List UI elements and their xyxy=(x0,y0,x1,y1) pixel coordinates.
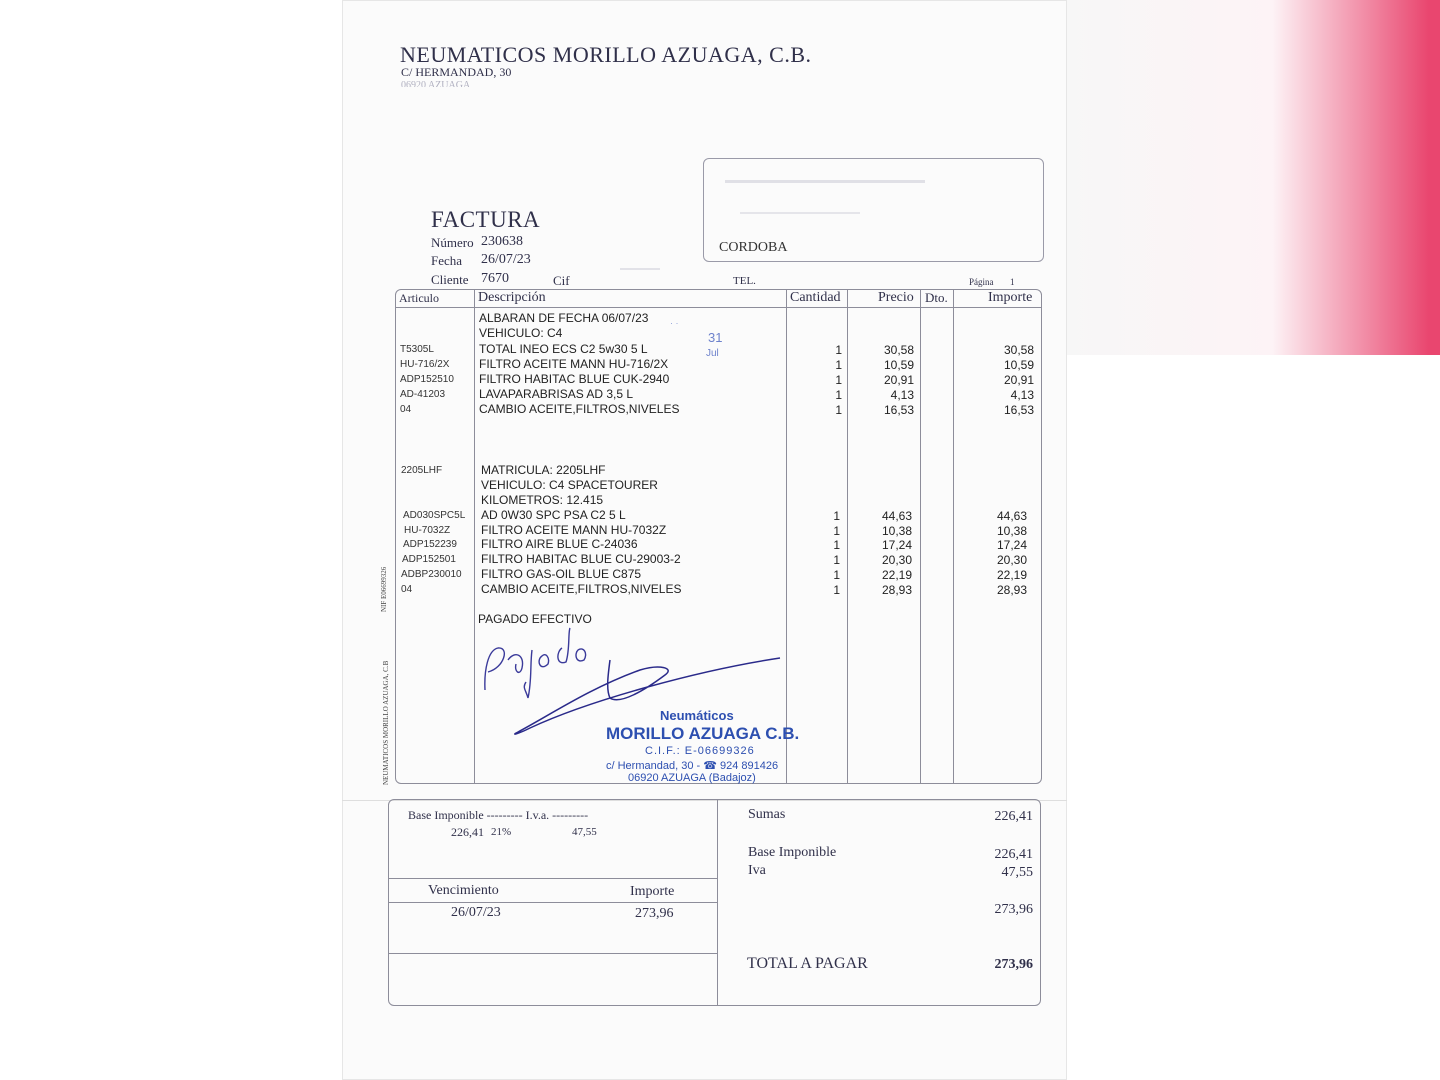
note-line: ALBARAN DE FECHA 06/07/23 xyxy=(479,311,649,325)
row-line xyxy=(388,878,717,879)
row-qty: 1 xyxy=(833,538,840,552)
pagina-label: Página xyxy=(969,277,994,287)
row-code: ADP152510 xyxy=(400,374,454,385)
company-address-cut: 06920 AZUAGA xyxy=(401,80,471,87)
row-total: 22,19 xyxy=(996,568,1027,582)
row-total: 10,59 xyxy=(1003,358,1034,372)
redacted-line xyxy=(725,180,925,183)
stamp-line: C.I.F.: E-06699326 xyxy=(645,745,755,757)
plate-code: 2205LHF xyxy=(401,465,443,476)
row-price: 4,13 xyxy=(890,388,914,402)
tax-header: Base Imponible --------- I.v.a. --------- xyxy=(408,808,589,822)
sumas-label: Sumas xyxy=(748,807,786,822)
pagina-value: 1 xyxy=(1010,277,1015,287)
row-desc: LAVAPARABRISAS AD 3,5 L xyxy=(479,387,634,401)
iva-value: 47,55 xyxy=(1001,865,1033,880)
total-label: TOTAL A PAGAR xyxy=(747,955,868,972)
row-total: 10,38 xyxy=(996,524,1027,538)
totals-divider xyxy=(717,799,718,1005)
column-divider xyxy=(920,289,921,783)
note-line: VEHICULO: C4 SPACETOURER xyxy=(481,478,658,492)
client-city: CORDOBA xyxy=(719,240,788,255)
tel-label: TEL. xyxy=(733,275,756,287)
importe-label: Importe xyxy=(630,884,675,899)
row-line xyxy=(388,953,717,954)
fecha-label: Fecha xyxy=(431,253,463,268)
header-descripcion: Descripción xyxy=(478,290,546,305)
side-company: NEUMATICOS MORILLO AZUAGA, C.B xyxy=(382,660,390,785)
row-qty: 1 xyxy=(835,358,842,372)
tax-base: 226,41 xyxy=(451,825,484,839)
row-desc: FILTRO ACEITE MANN HU-716/2X xyxy=(479,357,669,371)
row-qty: 1 xyxy=(833,509,840,523)
base-value: 226,41 xyxy=(994,847,1033,862)
iva-label: Iva xyxy=(748,863,766,878)
row-total: 28,93 xyxy=(996,583,1027,597)
row-qty: 1 xyxy=(835,343,842,357)
row-qty: 1 xyxy=(835,403,842,417)
side-nif: NIF E06699326 xyxy=(380,566,388,612)
row-code: 04 xyxy=(401,584,413,595)
row-code: AD-41203 xyxy=(400,389,446,400)
numero-value: 230638 xyxy=(481,234,523,249)
row-desc: FILTRO AIRE BLUE C-24036 xyxy=(481,537,638,551)
vencimiento-date: 26/07/23 xyxy=(451,905,501,920)
payment-note: PAGADO EFECTIVO xyxy=(478,612,592,626)
total-value: 273,96 xyxy=(994,957,1033,972)
row-code: HU-7032Z xyxy=(404,525,451,536)
redacted-line xyxy=(620,268,660,270)
row-total: 17,24 xyxy=(996,538,1027,552)
row-qty: 1 xyxy=(835,388,842,402)
cif-label: Cif xyxy=(553,273,570,288)
row-qty: 1 xyxy=(833,568,840,582)
row-total: 16,53 xyxy=(1003,403,1034,417)
row-code: ADBP230010 xyxy=(401,569,462,580)
row-desc: AD 0W30 SPC PSA C2 5 L xyxy=(481,508,626,522)
header-importe: Importe xyxy=(988,290,1033,305)
row-price: 44,63 xyxy=(881,509,912,523)
row-code: 04 xyxy=(400,404,412,415)
row-price: 10,59 xyxy=(883,358,914,372)
row-price: 17,24 xyxy=(881,538,912,552)
column-divider xyxy=(847,289,848,783)
row-total: 20,91 xyxy=(1003,373,1034,387)
row-desc: FILTRO HABITAC BLUE CUK-2940 xyxy=(479,372,670,386)
stamp-line: 06920 AZUAGA (Badajoz) xyxy=(628,772,756,784)
note-line: KILOMETROS: 12.415 xyxy=(481,493,604,507)
stamp-line: MORILLO AZUAGA C.B. xyxy=(606,724,800,743)
row-desc: TOTAL INEO ECS C2 5w30 5 L xyxy=(479,342,648,356)
header-precio: Precio xyxy=(878,290,914,305)
row-price: 20,30 xyxy=(881,553,912,567)
row-price: 20,91 xyxy=(883,373,914,387)
row-desc: FILTRO HABITAC BLUE CU-29003-2 xyxy=(481,552,681,566)
numero-label: Número xyxy=(431,235,474,250)
cliente-value: 7670 xyxy=(481,271,509,286)
row-desc: CAMBIO ACEITE,FILTROS,NIVELES xyxy=(481,582,682,596)
row-desc: FILTRO GAS-OIL BLUE C875 xyxy=(481,567,642,581)
faint-stamp-mark: 31 xyxy=(708,330,723,345)
handwriting-text xyxy=(0,0,1,1)
vencimiento-label: Vencimiento xyxy=(428,883,499,898)
row-desc: CAMBIO ACEITE,FILTROS,NIVELES xyxy=(479,402,680,416)
row-line xyxy=(388,902,717,903)
sumas-value: 226,41 xyxy=(994,809,1033,824)
row-code: AD030SPC5L xyxy=(403,510,466,521)
faint-stamp-mark: · · xyxy=(670,318,679,328)
tax-iva: 47,55 xyxy=(572,826,597,838)
row-total: 20,30 xyxy=(996,553,1027,567)
row-price: 30,58 xyxy=(883,343,914,357)
note-line: VEHICULO: C4 xyxy=(479,326,563,340)
row-qty: 1 xyxy=(835,373,842,387)
cliente-label: Cliente xyxy=(431,272,469,287)
row-code: ADP152501 xyxy=(402,554,456,565)
row-qty: 1 xyxy=(833,583,840,597)
header-dto: Dto. xyxy=(925,290,948,305)
row-total: 30,58 xyxy=(1003,343,1034,357)
fecha-value: 26/07/23 xyxy=(481,252,531,267)
faint-stamp-mark: Jul xyxy=(706,348,719,359)
row-qty: 1 xyxy=(833,524,840,538)
stamp-line: Neumáticos xyxy=(660,708,734,723)
header-articulo: Articulo xyxy=(399,291,439,305)
row-code: T5305L xyxy=(400,344,434,355)
table-header-line xyxy=(395,307,1041,308)
base-label: Base Imponible xyxy=(748,845,837,860)
row-total: 4,13 xyxy=(1010,388,1034,402)
company-address: C/ HERMANDAD, 30 xyxy=(401,65,512,79)
row-desc: FILTRO ACEITE MANN HU-7032Z xyxy=(481,523,667,537)
background-edge xyxy=(1067,0,1440,355)
redacted-line xyxy=(740,212,860,214)
column-divider xyxy=(953,289,954,783)
row-code: HU-716/2X xyxy=(400,359,450,370)
company-name: NEUMATICOS MORILLO AZUAGA, C.B. xyxy=(400,42,812,67)
stamp-line: c/ Hermandad, 30 - ☎ 924 891426 xyxy=(606,760,779,772)
row-code: ADP152239 xyxy=(403,539,457,550)
row-price: 10,38 xyxy=(881,524,912,538)
row-price: 16,53 xyxy=(883,403,914,417)
header-cantidad: Cantidad xyxy=(790,290,841,305)
row-price: 22,19 xyxy=(881,568,912,582)
subtotal-value: 273,96 xyxy=(994,902,1033,917)
vencimiento-amount: 273,96 xyxy=(635,906,674,921)
note-line: MATRICULA: 2205LHF xyxy=(481,463,606,477)
row-price: 28,93 xyxy=(881,583,912,597)
row-total: 44,63 xyxy=(996,509,1027,523)
row-qty: 1 xyxy=(833,553,840,567)
invoice-title: FACTURA xyxy=(431,207,541,232)
tax-rate: 21% xyxy=(491,826,512,838)
